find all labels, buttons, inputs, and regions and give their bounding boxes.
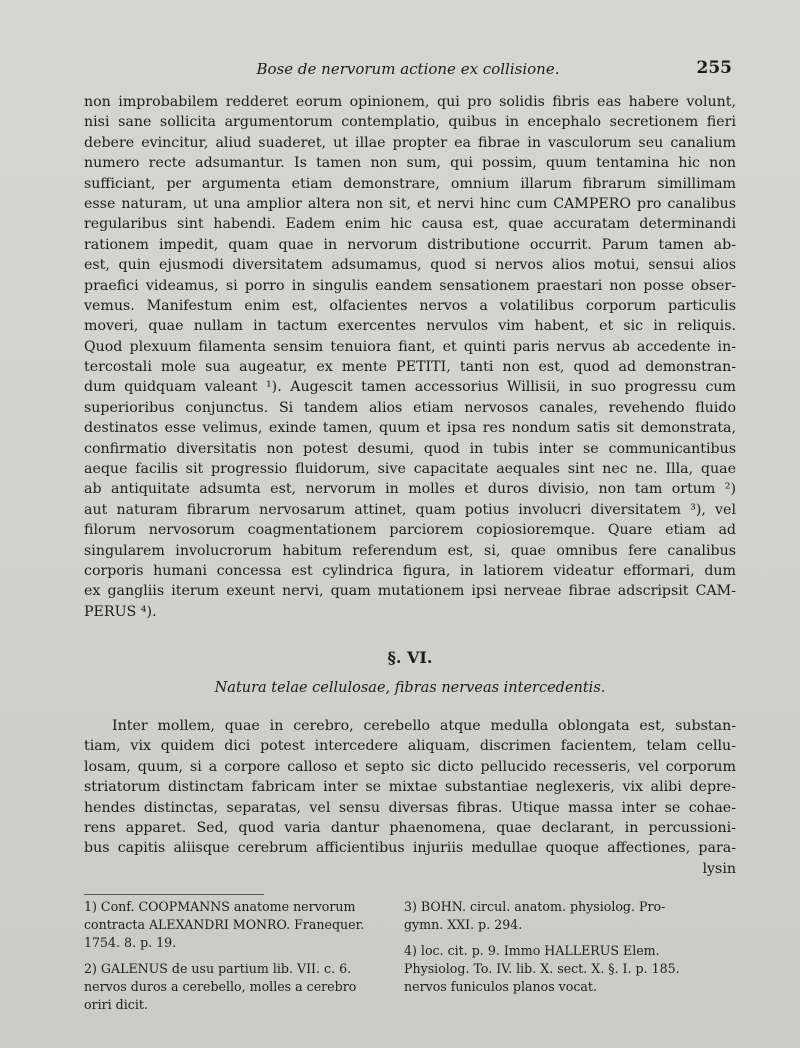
footnotes-left-column <box>84 898 394 1014</box>
footnote-line: nervos funiculos planos vocat. <box>404 979 597 994</box>
text-line: rens apparet. Sed, quod varia dantur phaenomena, quae declarant, in percussioni- <box>84 819 736 836</box>
running-title: Bose de nervorum actione ex collisione. <box>256 60 560 78</box>
text-line: striatorum distinctam fabricam inter se mixtae substantiae neglexeris, vix alibi depre- <box>84 779 736 796</box>
text-line: superioribus conjunctus. Si tandem alios etiam nervosos canales, revehendo fluido <box>84 399 736 416</box>
text-line: ex gangliis iterum exeunt nervi, quam mutationem ipsi nerveae fibrae adscripsit CAM- <box>84 583 736 600</box>
page-number: 255 <box>696 58 732 78</box>
footnote-line: 2) GALENUS de usu partium lib. VII. c. 6. <box>84 961 352 976</box>
footnote-line: nervos duros a cerebello, molles a cerebro <box>84 979 357 994</box>
footnote-line: 1754. 8. p. 19. <box>84 935 177 950</box>
paragraph-2 <box>84 716 736 879</box>
text-line: vemus. Manifestum enim est, olfacientes nervos a volatilibus corporum particulis <box>84 297 736 314</box>
section-title: Natura telae cellulosae, fibras nerveas intercedentis. <box>214 680 606 696</box>
text-line: bus capitis aliisque cerebrum afficientibus injuriis medullae quoque affectiones, para- <box>84 840 736 857</box>
text-line: debere evincitur, aliud suaderet, ut illae propter ea fibrae in vasculorum seu canalium <box>84 134 736 151</box>
footnote-line: contracta ALEXANDRI MONRO. Franequer. <box>84 917 365 932</box>
footnotes-right-column <box>404 898 736 996</box>
text-line: hendes distinctas, separatas, vel sensu diversas fibras. Utique massa inter se cohae- <box>84 799 736 816</box>
text-line: praefici videamus, si porro in singulis eandem sensationem praestari non posse obser- <box>84 277 736 294</box>
text-line: non improbabilem redderet eorum opinionem, qui pro solidis fibris eas habere volunt, <box>84 94 736 110</box>
footnote <box>84 960 394 1014</box>
footnote-line: 1) Conf. COOPMANNS anatome nervorum <box>84 899 356 914</box>
text-line: ab antiquitate adsumta est, nervorum in molles et duros divisio, non tam ortum ²) <box>84 481 736 498</box>
footnote-gap <box>84 952 394 960</box>
text-line: corporis humani concessa est cylindrica figura, in latiorem videatur efformari, dum <box>84 562 736 579</box>
text-line: est, quin ejusmodi diversitatem adsumamus, quod si nervos alios motui, sensui alios <box>84 257 736 274</box>
text-line: Quod plexuum filamenta sensim tenuiora fiant, et quinti paris nervus ab accedente in- <box>84 338 736 355</box>
text-line: esse naturam, ut una amplior altera non sit, et nervi hinc cum CAMPERO pro canalibus <box>84 195 736 212</box>
text-line: dum quidquam valeant ¹). Augescit tamen accessorius Willisii, in suo progressu cum <box>84 379 736 396</box>
text-line: sufficiant, per argumenta etiam demonstrare, omnium illarum fibrarum simillimam <box>84 175 736 192</box>
text-line: losam, quum, si a corpore calloso et septo sic dicto pellucido recesseris, vel corporum <box>84 758 736 775</box>
section-number: §. VI. <box>387 648 433 667</box>
footnote <box>404 942 736 996</box>
footnote-line: 4) loc. cit. p. 9. Immo HALLERUS Elem. <box>404 943 660 958</box>
text-line: numero recte adsumantur. Is tamen non sum, qui possim, quum tentamina hic non <box>84 155 736 172</box>
text-line: regularibus sint habendi. Eadem enim hic causa est, quae accuratam determinandi <box>84 216 736 233</box>
footnote-line: oriri dicit. <box>84 997 148 1012</box>
text-line: tercostali mole sua augeatur, ex mente PETITI, tanti non est, quod ad demonstran- <box>84 359 736 376</box>
footnote-line: 3) BOHN. circul. anatom. physiolog. Pro- <box>404 899 666 914</box>
text-line: confirmatio diversitatis non potest desumi, quod in tubis inter se communicantibus <box>84 440 736 457</box>
paragraph-1 <box>84 92 736 622</box>
footnote-gap <box>404 934 736 942</box>
footnote-divider <box>84 894 264 895</box>
footnote-line: gymn. XXI. p. 294. <box>404 917 523 932</box>
footnote <box>404 898 736 934</box>
text-line: lysin <box>702 860 736 877</box>
text-line: nisi sane sollicita argumentorum contemplatio, quibus in encephalo secretionem fieri <box>84 114 736 131</box>
footnote <box>84 898 394 952</box>
page-header <box>84 56 732 82</box>
text-line: moveri, quae nullam in tactum exercentes nervulos vim habent, et sic in reliquis. <box>84 318 736 335</box>
text-line: rationem impedit, quam quae in nervorum distributione occurrit. Parum tamen ab- <box>84 236 736 253</box>
text-line: filorum nervosorum coagmentationem parciorem copiosioremque. Quare etiam ad <box>84 522 736 539</box>
text-line: aut naturam fibrarum nervosarum attinet, quam potius involucri diversitatem ³), vel <box>84 501 736 518</box>
text-line: PERUS ⁴). <box>84 603 157 620</box>
text-line: singularem involucrorum habitum referendum est, si, quae omnibus fere canalibus <box>84 542 736 559</box>
footnote-line: Physiolog. To. IV. lib. X. sect. X. §. I. p. 185. <box>404 961 680 976</box>
text-line: tiam, vix quidem dici potest intercedere aliquam, discrimen facientem, telam cellu- <box>84 738 736 755</box>
text-line: Inter mollem, quae in cerebro, cerebello atque medulla oblongata est, substan- <box>112 718 736 734</box>
text-line: destinatos esse velimus, exinde tamen, quum et ipsa res nondum satis sit demonstrata, <box>84 420 736 437</box>
text-line: aeque facilis sit progressio fluidorum, sive capacitate aequales sint nec ne. Illa, quae <box>84 461 736 478</box>
